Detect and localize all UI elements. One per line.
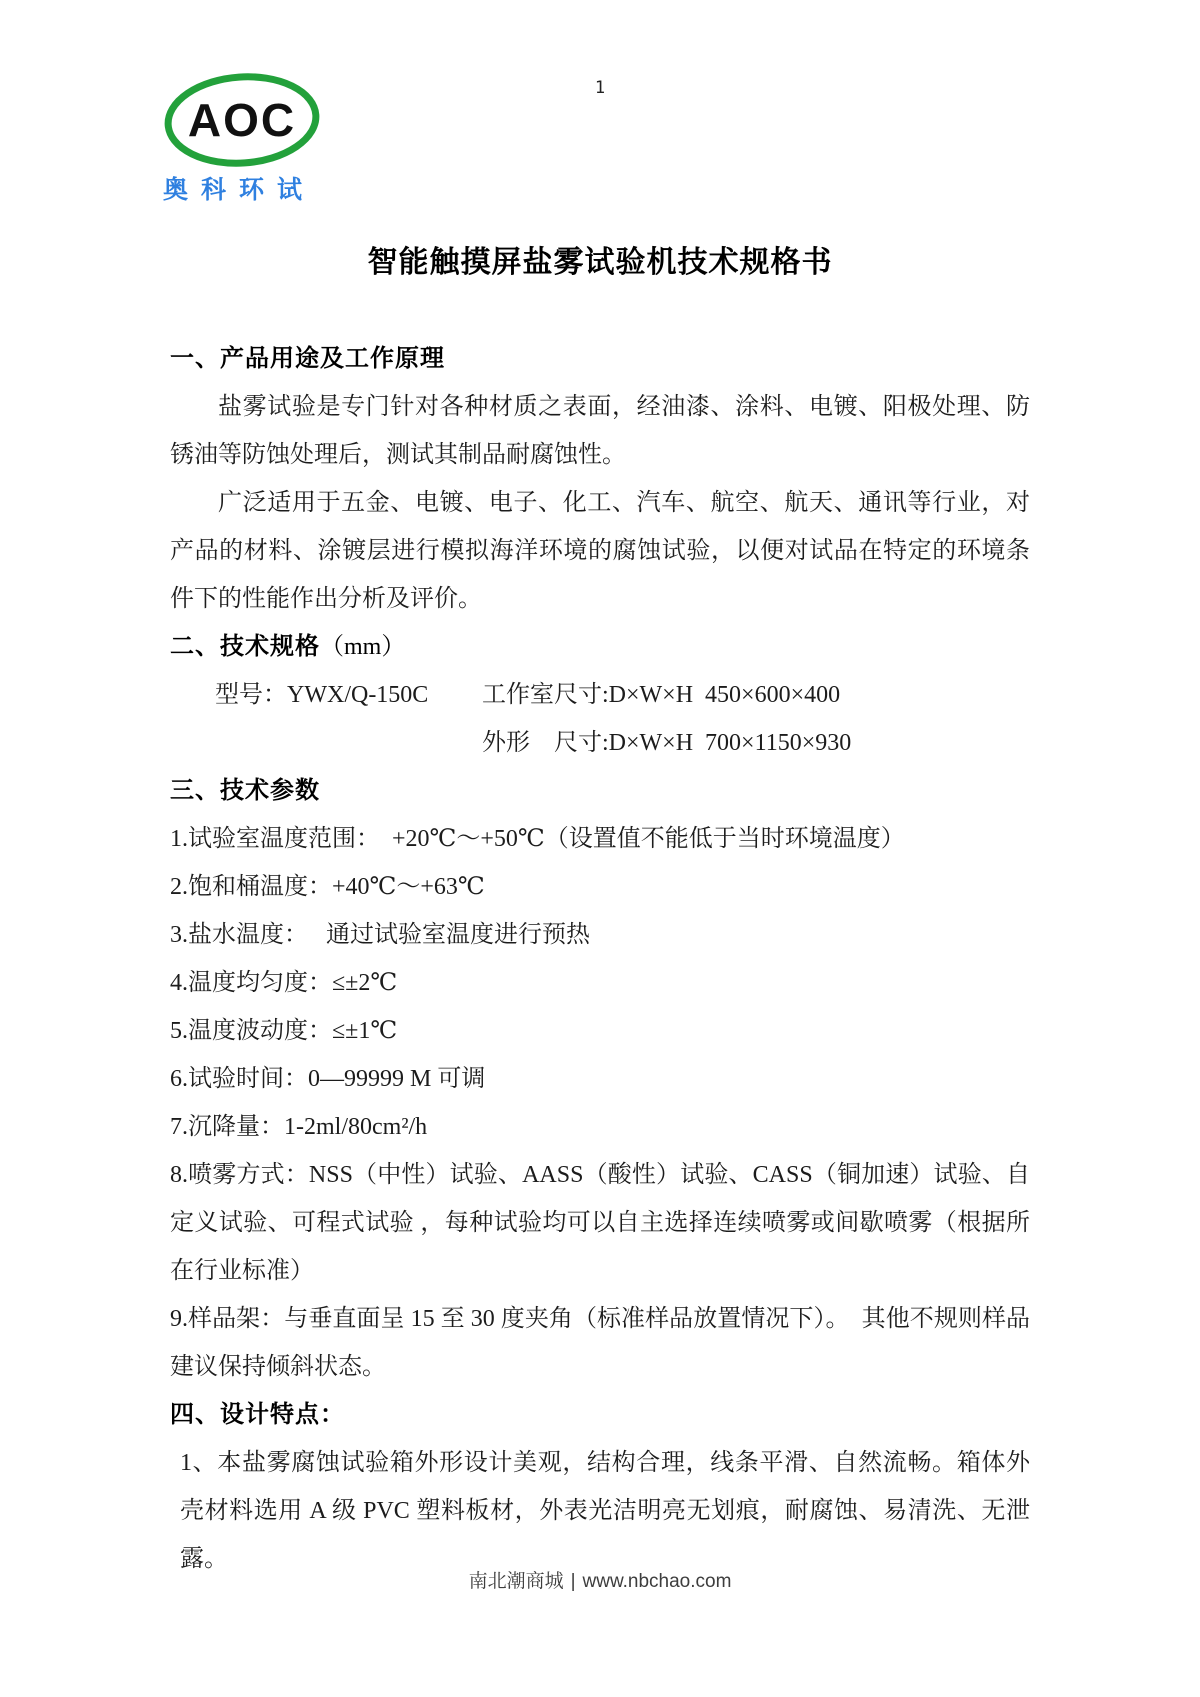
section-3-heading-label: 三、技术参数 — [170, 777, 320, 804]
section-2-heading-unit: （mm） — [320, 634, 406, 660]
section-1-heading — [170, 335, 1030, 383]
param-item-4: 4.温度均匀度：≤±2℃ — [170, 970, 398, 996]
logo-name: 奥科环试 — [163, 176, 316, 204]
spec-workroom-size: 工作室尺寸:D×W×H 450×600×400 — [482, 682, 841, 708]
param-item-7: 7.沉降量：1-2ml/80cm²/h — [170, 1114, 428, 1140]
param-item-5: 5.温度波动度：≤±1℃ — [170, 1018, 398, 1044]
param-item-3: 3.盐水温度： 通过试验室温度进行预热 — [170, 922, 590, 948]
section-4-heading — [170, 1391, 1030, 1439]
logo-acronym: AOC — [187, 94, 297, 146]
footer-separator: | — [570, 1571, 576, 1592]
page-number: 1 — [594, 78, 606, 98]
footer-site-name: 南北潮商城 — [468, 1571, 564, 1592]
page-footer — [0, 1566, 1200, 1593]
spec-empty-cell — [215, 719, 482, 767]
spec-outer-size: 外形 尺寸:D×W×H 700×1150×930 — [482, 730, 852, 756]
feature-item-1: 1、本盐雾腐蚀试验箱外形设计美观，结构合理，线条平滑、自然流畅。箱体外壳材料选用 A 级 PVC 塑料板材，外表光洁明亮无划痕，耐腐蚀、易清洗、无泄露。 — [180, 1450, 1030, 1572]
spec-row — [170, 671, 1030, 719]
spec-row — [170, 719, 1030, 767]
section-2-heading — [170, 623, 1030, 671]
spec-model: 型号：YWX/Q-150C — [215, 682, 429, 708]
param-item-9: 9.样品架：与垂直面呈 15 至 30 度夹角（标准样品放置情况下）。 其他不规则样品建议保持倾斜状态。 — [170, 1306, 1030, 1380]
section-2-heading-label: 二、技术规格 — [170, 633, 320, 660]
section-1-paragraph: 广泛适用于五金、电镀、电子、化工、汽车、航空、航天、通讯等行业，对产品的材料、涂镀层进行模拟海洋环境的腐蚀试验，以便对试品在特定的环境条件下的性能作出分析及评价。 — [170, 490, 1030, 612]
param-item-2: 2.饱和桶温度：+40℃～+63℃ — [170, 874, 485, 900]
section-4-heading-label: 四、设计特点： — [170, 1401, 345, 1428]
aoc-logo — [163, 72, 321, 206]
document-body — [170, 243, 1030, 1583]
document-title: 智能触摸屏盐雾试验机技术规格书 — [367, 246, 833, 279]
param-item-8: 8.喷雾方式：NSS（中性）试验、AASS（酸性）试验、CASS（铜加速）试验、自定义试验、可程式试验 ，每种试验均可以自主选择连续喷雾或间歇喷雾（根据所在行业标准） — [170, 1162, 1030, 1284]
logo-oval-icon — [163, 72, 321, 168]
section-1-heading-label: 一、产品用途及工作原理 — [170, 345, 445, 372]
footer-url: www.nbchao.com — [582, 1571, 732, 1592]
section-1-paragraph: 盐雾试验是专门针对各种材质之表面，经油漆、涂料、电镀、阳极处理、防锈油等防蚀处理后，测试其制品耐腐蚀性。 — [170, 394, 1030, 468]
section-3-heading — [170, 767, 1030, 815]
param-item-1: 1.试验室温度范围： +20℃～+50℃（设置值不能低于当时环境温度） — [170, 826, 905, 852]
param-item-6: 6.试验时间：0—99999 M 可调 — [170, 1066, 486, 1092]
